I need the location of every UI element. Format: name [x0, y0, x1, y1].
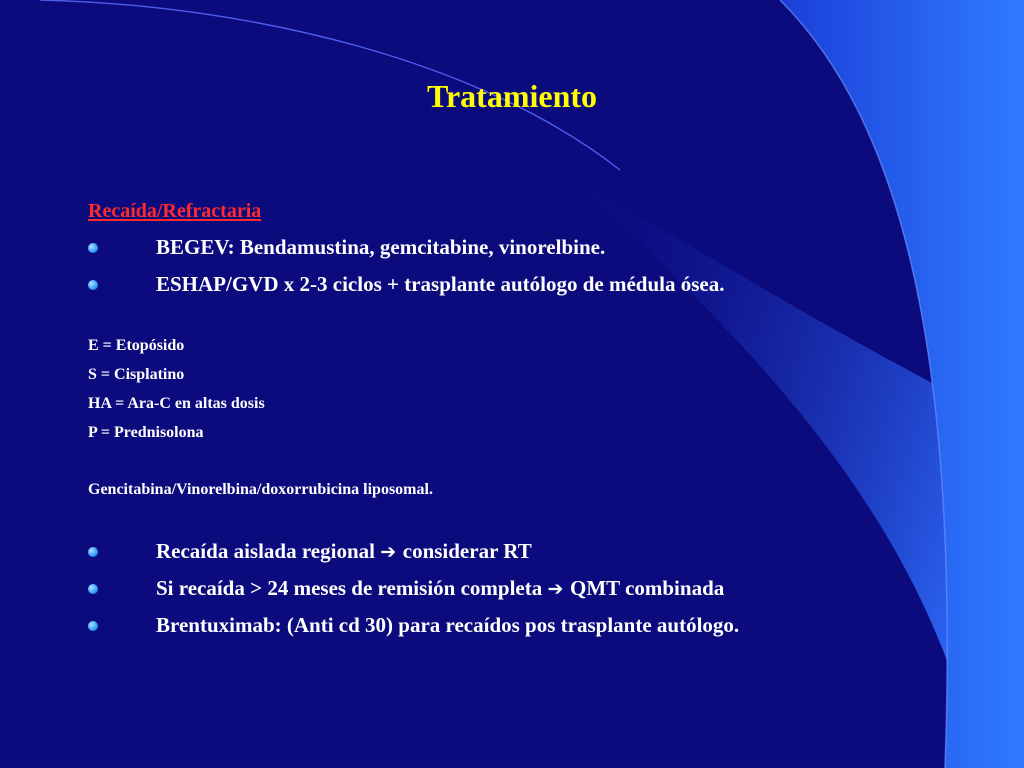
bullet-text-segment: Recaída aislada regional [156, 539, 381, 563]
definition-line: P = Prednisolona [88, 424, 204, 441]
section-heading: Recaída/Refractaria [88, 200, 262, 222]
definition-line: HA = Ara-C en altas dosis [88, 395, 265, 412]
round-bullet-icon [88, 280, 98, 290]
definition-line: E = Etopósido [88, 337, 185, 354]
bullet-text-segment: Si recaída > 24 meses de remisión completa [156, 576, 548, 600]
definition-line: S = Cisplatino [88, 366, 185, 383]
bullet-text-segment: considerar RT [402, 539, 532, 563]
bullet-text-part [156, 539, 532, 563]
bullet-text: BEGEV: Bendamustina, gemcitabine, vinorelbine. [156, 235, 606, 259]
bullet-text-part [156, 576, 724, 600]
round-bullet-icon [88, 243, 98, 253]
bullet-text [156, 574, 724, 603]
round-bullet-icon [88, 621, 98, 631]
right-arrow-icon: ➔ [380, 541, 403, 563]
note-line: Gencitabina/Vinorelbina/doxorrubicina liposomal. [88, 481, 433, 498]
bullet-text: ESHAP/GVD x 2-3 ciclos + trasplante autólogo de médula ósea. [156, 272, 725, 296]
bullet-text [156, 537, 532, 566]
bullet-text-segment: QMT combinada [570, 576, 725, 600]
round-bullet-icon [88, 584, 98, 594]
round-bullet-icon [88, 547, 98, 557]
right-arrow-icon: ➔ [547, 578, 571, 600]
slide-title: Tratamiento [426, 78, 598, 114]
bullet-text: Brentuximab: (Anti cd 30) para recaídos pos trasplante autólogo. [156, 613, 740, 637]
